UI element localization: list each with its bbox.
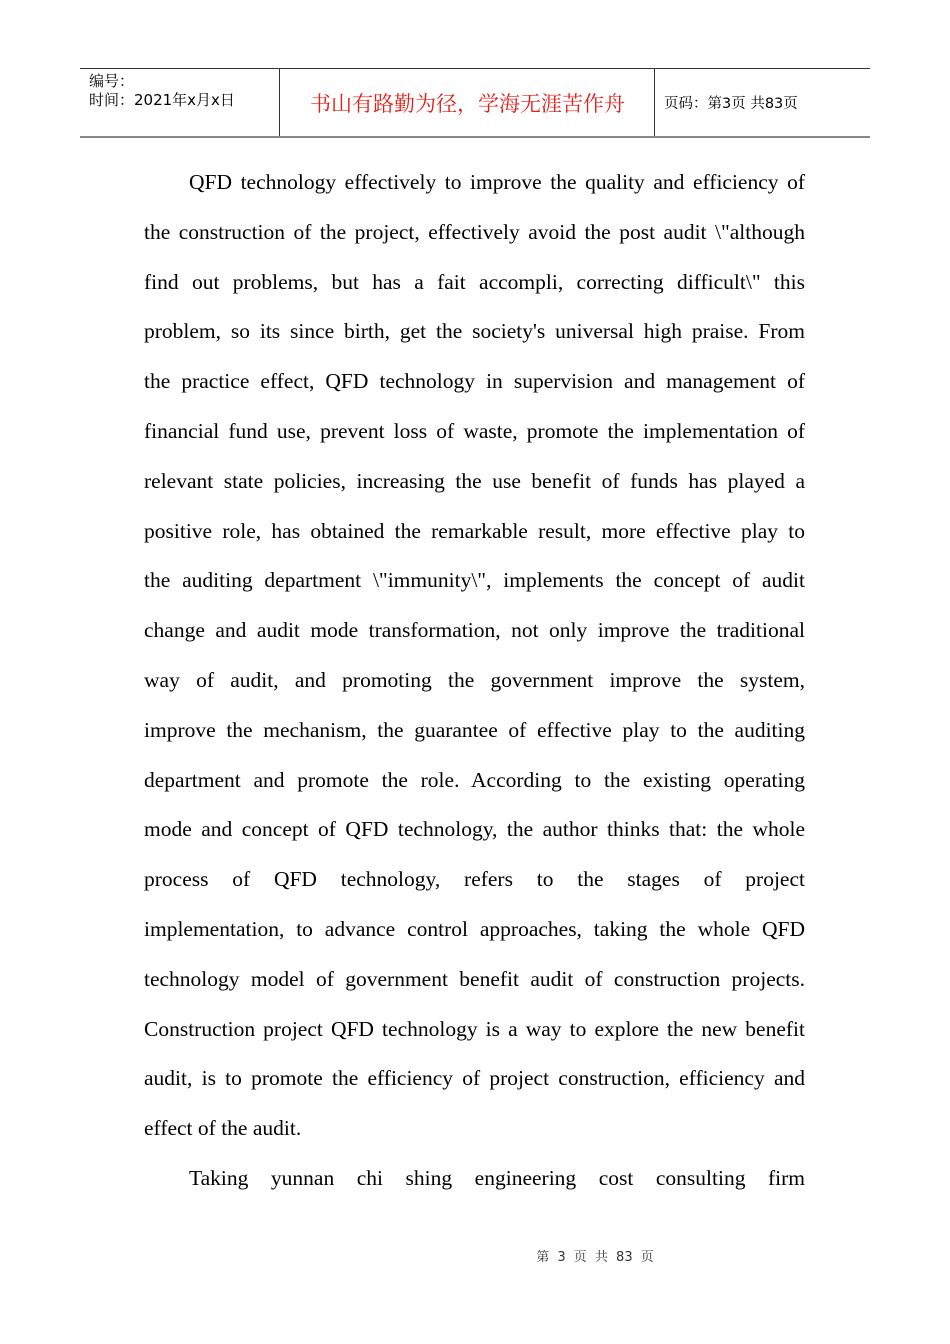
text-line: problem, so its since birth, get the society's universal high praise. From xyxy=(144,319,805,344)
text-line: effect of the audit. xyxy=(144,1116,302,1141)
time-label: 时间：2021年x月x日 xyxy=(89,91,235,109)
text-line: relevant state policies, increasing the use benefit of funds has played a xyxy=(144,468,805,493)
number-label: 编号： xyxy=(89,72,135,90)
text-line: way of audit, and promoting the government improve the system, xyxy=(144,667,805,692)
page-footer: 第 3 页 共 83 页 xyxy=(536,1250,654,1265)
text-line: find out problems, but has a fait accompli, correcting difficult\" this xyxy=(144,269,805,294)
text-line: the construction of the project, effectively avoid the post audit \"although xyxy=(144,219,805,244)
text-line: implementation, to advance control approaches, taking the whole QFD xyxy=(144,916,805,941)
page-header xyxy=(80,68,870,138)
text-line: department and promote the role. According to the existing operating xyxy=(144,767,805,792)
header-meta xyxy=(80,69,280,136)
text-line: change and audit mode transformation, not only improve the traditional xyxy=(144,618,805,643)
text-line: technology model of government benefit audit of construction projects. xyxy=(144,966,805,991)
text-line: process of QFD technology, refers to the stages of project xyxy=(144,867,805,892)
text-line: mode and concept of QFD technology, the author thinks that: the whole xyxy=(144,817,805,842)
text-line: positive role, has obtained the remarkable result, more effective play to xyxy=(144,518,805,543)
text-line: Construction project QFD technology is a way to explore the new benefit xyxy=(144,1016,805,1041)
text-line: the auditing department \"immunity\", implements the concept of audit xyxy=(144,568,805,593)
document-body xyxy=(144,158,805,1204)
header-motto: 书山有路勤为径，学海无涯苦作舟 xyxy=(281,69,655,136)
text-line: QFD technology effectively to improve the quality and efficiency of xyxy=(189,170,805,194)
text-line: Taking yunnan chi shing engineering cost consulting firm xyxy=(189,1165,805,1190)
header-page-info: 页码：第3页 共83页 xyxy=(664,96,798,112)
text-line: audit, is to promote the efficiency of project construction, efficiency and xyxy=(144,1066,805,1091)
text-line: the practice effect, QFD technology in supervision and management of xyxy=(144,369,805,394)
text-line: financial fund use, prevent loss of waste, promote the implementation of xyxy=(144,418,805,443)
text-line: improve the mechanism, the guarantee of effective play to the auditing xyxy=(144,717,805,742)
